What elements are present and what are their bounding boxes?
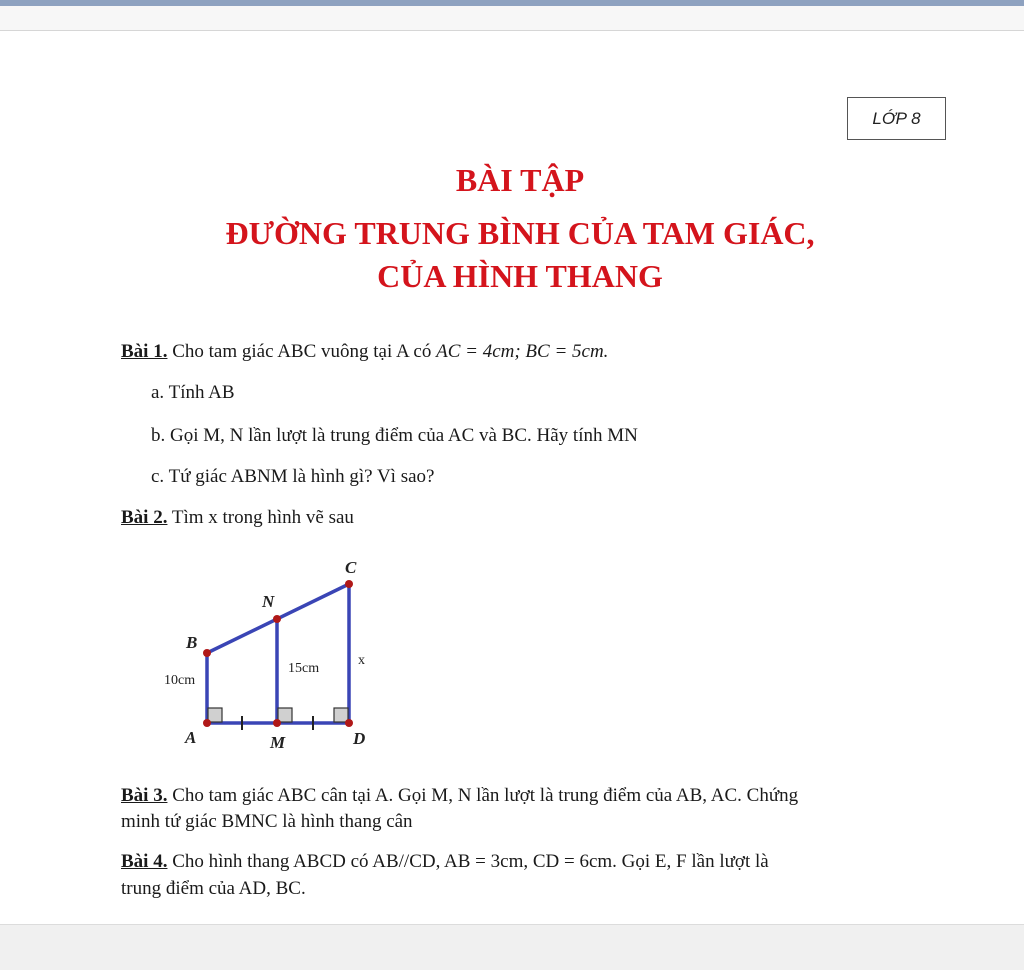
exercise-4-line-1 xyxy=(121,850,769,874)
label-a: A xyxy=(185,728,197,747)
exercise-3-label: Bài 3. xyxy=(121,785,168,806)
viewer-bottom-area xyxy=(0,924,1024,970)
point-n xyxy=(273,615,281,623)
right-angle-d xyxy=(334,708,348,722)
point-d xyxy=(345,719,353,727)
page-title: BÀI TẬP xyxy=(455,162,585,198)
exercise-1-text: Cho tam giác ABC vuông tại A có xyxy=(167,341,437,362)
label-d: D xyxy=(353,729,366,748)
exercise-1-statement xyxy=(121,340,608,364)
exercise-3-line-2: minh tứ giác BMNC là hình thang cân xyxy=(121,811,413,832)
subtitle-line-1: ĐƯỜNG TRUNG BÌNH CỦA TAM GIÁC, xyxy=(225,215,815,251)
exercise-1-part-b: b. Gọi M, N lần lượt là trung điểm của AC và BC. Hãy tính MN xyxy=(151,425,638,446)
label-n: N xyxy=(262,592,275,611)
exercise-4-label: Bài 4. xyxy=(121,851,168,872)
right-angle-m xyxy=(278,708,292,722)
point-a xyxy=(203,719,211,727)
exercise-2-label: Bài 2. xyxy=(121,507,168,528)
exercise-1-label: Bài 1. xyxy=(121,341,168,362)
point-c xyxy=(345,580,353,588)
exercise-2-text: Tìm x trong hình vẽ sau xyxy=(167,507,354,528)
label-c: C xyxy=(345,558,357,577)
point-m xyxy=(273,719,281,727)
point-b xyxy=(203,649,211,657)
trapezoid-diagram xyxy=(150,550,390,760)
label-m: M xyxy=(270,733,286,752)
grade-badge: LỚP 8 xyxy=(847,97,946,140)
right-angle-a xyxy=(208,708,222,722)
exercise-4-text: Cho hình thang ABCD có AB//CD, AB = 3cm, CD = 6cm. Gọi E, F lần lượt là xyxy=(167,851,769,872)
viewer-toolbar-area xyxy=(0,6,1024,31)
trapezoid-figure xyxy=(150,550,390,760)
label-b: B xyxy=(186,633,198,652)
exercise-1-part-c: c. Tứ giác ABNM là hình gì? Vì sao? xyxy=(151,466,435,487)
length-mn: 15cm xyxy=(288,661,320,676)
exercise-1-part-a: a. Tính AB xyxy=(151,382,235,403)
length-cd: x xyxy=(358,653,365,668)
exercise-4-line-2: trung điểm của AD, BC. xyxy=(121,878,306,899)
exercise-3-line-1 xyxy=(121,784,798,808)
length-ab: 10cm xyxy=(164,673,196,688)
exercise-1-math: AC = 4cm; BC = 5cm. xyxy=(436,341,609,362)
exercise-2-statement xyxy=(121,506,354,530)
exercise-3-text: Cho tam giác ABC cân tại A. Gọi M, N lần lượt là trung điểm của AB, AC. Chứng xyxy=(167,785,799,806)
subtitle-line-2: CỦA HÌNH THANG xyxy=(377,258,663,294)
